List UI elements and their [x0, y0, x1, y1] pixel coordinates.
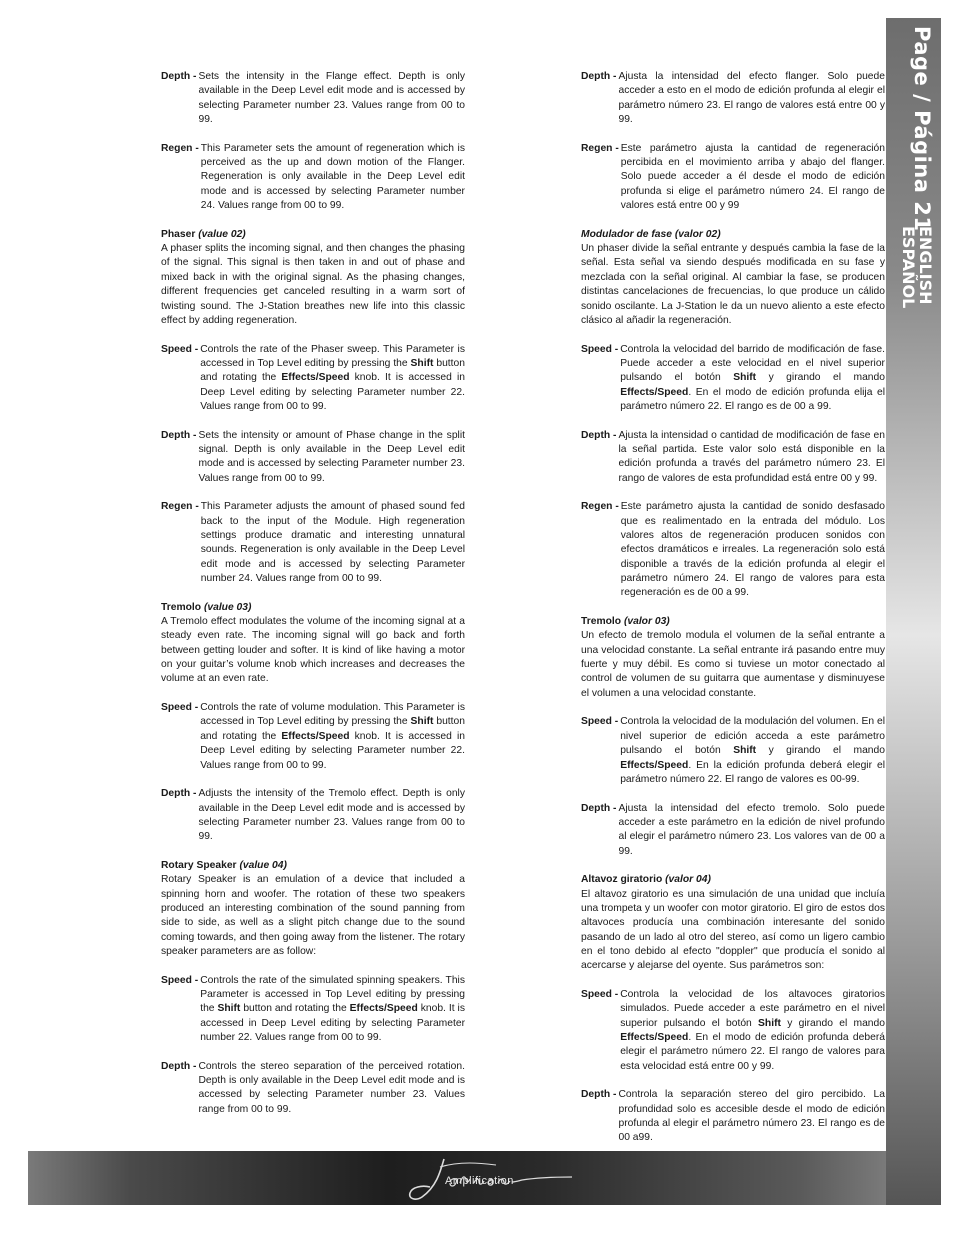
- param-label: Speed -: [581, 343, 619, 355]
- section-phaser: [161, 228, 465, 328]
- param-description: Adjusts the intensity of the Tremolo effect. Depth is only available in the Deep Level edit mode and is accessed by selecting Parameter number 23. Values range from 00 to 99.: [198, 788, 465, 843]
- param-description: Ajusta la intensidad del efecto tremolo. Solo puede acceder a este parámetro en la edición de nivel profundo al elegir el parámetro número 23. Los valores van de 00 a 99.: [618, 802, 885, 857]
- section-value-tag: (valor 03): [623, 616, 670, 628]
- section-tremolo: [581, 615, 885, 701]
- section-value-tag: (valor 02): [674, 228, 721, 240]
- param-tremolo-depth: [581, 802, 885, 859]
- param-label: Depth -: [161, 788, 197, 800]
- param-description: Controls the rate of the simulated spinning speakers. This Parameter is accessed in Top Level editing by pressing the Shift button and rotating the Effects/Speed knob. It is accessed in Deep Level editing by selecting Parameter number 22. Values range from 00 to 99.: [200, 974, 465, 1044]
- section-value-tag: (value 03): [203, 601, 252, 613]
- param-description: Ajusta la intensidad del efecto flanger. Solo puede acceder a esto en el modo de edición profunda al elegir el parámetro número 23. El rango de valores está entre 00 y 99.: [618, 71, 885, 126]
- page-header-vertical: [899, 26, 935, 309]
- param-tremolo-speed: [581, 715, 885, 787]
- section-value-tag: (valor 04): [665, 874, 711, 886]
- section-body: A phaser splits the incoming signal, and then changes the phasing of the signal. This signal is then taken in and out of phase and mixed back in with the original signal. As the phasing changes, different frequencies get canceled resulting in a warm sort of twisting sound. The J-Station breathes new life into this classic effect by adding regeneration.: [161, 243, 465, 326]
- section-heading: [161, 228, 465, 242]
- param-description: Controls the stereo separation of the perceived rotation. Depth is only available in the Deep Level edit mode and is accessed by selecting Parameter number 23. Values range from 00 to 99.: [198, 1060, 465, 1115]
- language-english: ENGLISH: [916, 226, 935, 305]
- param-label: Regen -: [581, 501, 619, 513]
- section-body: Rotary Speaker is an emulation of a device that included a spinning horn and woofer. The rotation of these two speakers produced an interesting combination of the sound panning from side to side, as well as a slight pitch change due to the sound coming towards, and then going away from the listener. The rotary speaker parameters are as follow:: [161, 874, 465, 957]
- param-phaser-speed: [161, 343, 465, 415]
- param-description: Controla la velocidad de la modulación del volumen. En el nivel superior de edición acceda a este parámetro pulsando el botón Shift y girando el mando Effects/Speed. En la edición profunda deberá elegir el parámetro número 22. El rango de valores es 00-99.: [620, 716, 885, 785]
- param-label: Speed -: [581, 989, 619, 1000]
- section-rotary-speaker: [161, 859, 465, 959]
- section-rotary-speaker: [581, 873, 885, 973]
- param-label: Regen -: [161, 142, 199, 154]
- section-phaser: [581, 228, 885, 328]
- language-spanish: ESPAÑOL: [899, 226, 918, 309]
- param-phaser-regen: [581, 500, 885, 600]
- section-title: Modulador de fase: [581, 228, 672, 240]
- param-description: Este parámetro ajusta la cantidad de sonido desfasado que es realimentado en la entrada del módulo. Los valores altos de regeneración producen sonidos con efectos dramáticos e irreales. La regeneración solo está disponible a través de la edición profunda al elegir el parámetro número 24. El rango de valores para esta regeneración es de 00 a 99.: [620, 501, 885, 599]
- param-rotary-depth: [581, 1088, 885, 1145]
- param-rotary-speed: [581, 988, 885, 1074]
- spanish-column: [581, 70, 885, 1160]
- param-label: Speed -: [161, 702, 199, 714]
- param-label: Regen -: [581, 142, 619, 154]
- param-description: Controla la velocidad del barrido de modificación de fase. Puede acceder a este velocidad en el nivel superior pulsando el botón Shift y girando el mando Effects/Speed. En el modo de edición profunda elija el parámetro número 22. El rango es de 00 a 99.: [620, 343, 885, 412]
- param-phaser-depth: [161, 429, 465, 486]
- param-rotary-speed: [161, 974, 465, 1046]
- param-flanger-regen: [161, 142, 465, 214]
- section-title: Phaser: [161, 228, 196, 240]
- param-label: Speed -: [161, 343, 199, 355]
- param-phaser-speed: [581, 343, 885, 415]
- param-tremolo-depth: [161, 787, 465, 844]
- param-description: Sets the intensity or amount of Phase change in the split signal. Depth is only available in the Deep Level edit mode and is accessed by selecting Parameter number 23. Values range from 00 to 99.: [198, 429, 465, 484]
- param-label: Speed -: [161, 974, 199, 986]
- section-heading: [161, 601, 465, 615]
- param-phaser-depth: [581, 429, 885, 486]
- param-label: Depth -: [161, 71, 197, 82]
- english-column: [161, 70, 465, 1131]
- section-title: Altavoz giratorio: [581, 874, 663, 886]
- param-flanger-regen: [581, 142, 885, 214]
- param-description: Este parámetro ajusta la cantidad de regeneración percibida en el movimiento arriba y abajo del flanger. Solo puede acceder a él desde el modo de edición profunda si elige el parámetro número 24. El rango de valores está entre 00 y 99: [620, 142, 885, 212]
- param-label: Depth -: [581, 71, 617, 82]
- param-description: Controla la separación stereo del giro percibido. La profundidad solo es accesible desde el modo de edición profunda al elegir el parámetro número 23. El rango es de 00 a99.: [618, 1089, 885, 1144]
- section-value-tag: (value 02): [198, 228, 246, 240]
- section-body: A Tremolo effect modulates the volume of the incoming signal at a steady even rate. The incoming signal will go back and forth between getting louder and softer. It is kind of like having a motor on your guitar’s volume knob which increases and decreases the volume at an even rate.: [161, 616, 465, 685]
- language-labels: [900, 226, 934, 308]
- param-flanger-depth: [161, 70, 465, 127]
- section-value-tag: (value 04): [239, 859, 287, 871]
- param-label: Depth -: [161, 429, 197, 441]
- param-phaser-regen: [161, 500, 465, 586]
- logo-subtitle: Amplification: [445, 1175, 514, 1187]
- param-description: Ajusta la intensidad o cantidad de modificación de fase en la señal partida. Este valor solo está disponible en la edición profunda a través del parámetro número 23. El rango de valores de esta profundidad está entre 00 y 99.: [618, 429, 885, 484]
- section-body: Un phaser divide la señal entrante y después cambia la fase de la señal. Esta señal va siendo después modificada en su fase y mezclada con la señal original. Al cambiar la fase, se producen distintas cancelaciones de frecuencias, lo que produce un cálido sonido oscilante. La J-Station le da un nuevo aliento a este efecto clásico al añadir la regeneración.: [581, 243, 885, 326]
- section-title: Rotary Speaker: [161, 859, 237, 871]
- section-title: Tremolo: [581, 616, 622, 628]
- param-label: Depth -: [581, 1089, 617, 1101]
- param-rotary-depth: [161, 1060, 465, 1117]
- section-heading: [581, 615, 885, 629]
- section-body: Un efecto de tremolo modula el volumen de la señal entrante a una velocidad constante. La señal entrante irá pasando entre muy fuerte y muy débil. Es como si tuviese un motor conectado al control de volumen de su guitarra que aumentase y disminuyese el volumen a una velocidad constante.: [581, 630, 885, 699]
- section-heading: [161, 859, 465, 873]
- page-number: Page / Página 21: [910, 26, 934, 232]
- section-title: Tremolo: [161, 601, 202, 613]
- section-tremolo: [161, 601, 465, 687]
- section-heading: [581, 873, 885, 887]
- param-tremolo-speed: [161, 701, 465, 773]
- section-heading: [581, 228, 885, 242]
- param-description: Sets the intensity in the Flange effect. Depth is only available in the Deep Level edit mode and is accessed by selecting Parameter number 23. Values range from 00 to 99.: [198, 71, 465, 126]
- param-description: This Parameter sets the amount of regeneration which is perceived as the up and down motion of the Flanger. Regeneration is only available in the Deep Level edit mode and is accessed by selecting Parameter number 24. Values range from 00 to 99.: [200, 142, 465, 212]
- param-flanger-depth: [581, 70, 885, 127]
- param-label: Speed -: [581, 716, 619, 728]
- param-description: This Parameter adjusts the amount of phased sound fed back to the input of the Module. High regeneration settings produce dramatic and interesting unnatural sounds. Regeneration is only available in the Deep Level edit mode and is accessed by selecting Parameter number 24. Values range from 00 to 99.: [200, 501, 465, 585]
- param-description: Controls the rate of the Phaser sweep. This Parameter is accessed in Top Level editing by pressing the Shift button and rotating the Effects/Speed knob. It is accessed in Deep Level editing by selecting Parameter number 22. Values range from 00 to 99.: [200, 343, 466, 412]
- param-label: Depth -: [581, 802, 617, 814]
- param-label: Depth -: [581, 429, 617, 441]
- section-body: El altavoz giratorio es una simulación de una unidad que incluía una trompeta y un woofer con motor giratorio. El giro de estos dos altavoces producía una combinación interesante del sonido pasando de un lado al otro del stereo, así como un ligero cambio en el tono debido al efecto "doppler" que producía el sonido al acercarse y alejarse del oyente. Sus parámetros son:: [581, 888, 885, 972]
- param-description: Controla la velocidad de los altavoces giratorios simulados. Puede acceder a este parámetro en el nivel superior pulsando el botón Shift y girando el mando Effects/Speed. En el modo de edición profunda deberá elegir el parámetro número 22. El rango de valores para esta velocidad está entre 00 y 99.: [620, 989, 885, 1072]
- param-label: Depth -: [161, 1060, 197, 1072]
- param-description: Controls the rate of volume modulation. This Parameter is accessed in Top Level editing by pressing the Shift button and rotating the Effects/Speed knob. It is accessed in Deep Level editing by selecting Parameter number 22. Values range from 00 to 99.: [200, 702, 466, 771]
- param-label: Regen -: [161, 501, 199, 513]
